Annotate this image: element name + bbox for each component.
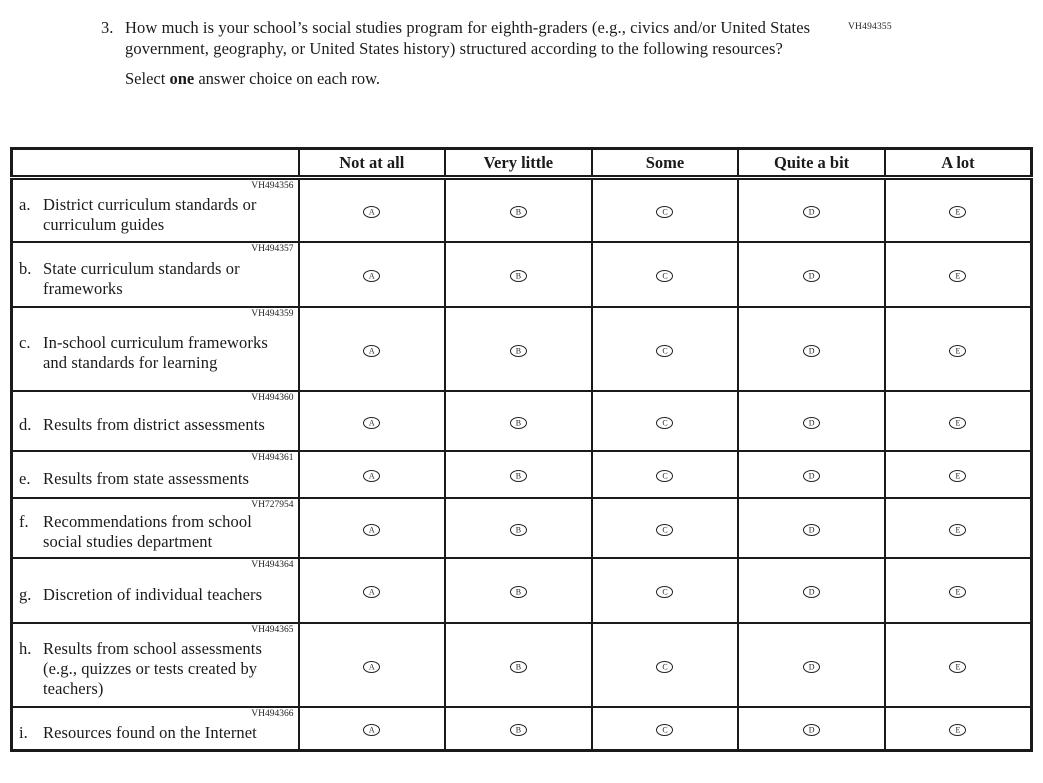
row-label: Results from school assessments (e.g., quizzes or tests created by teachers) (43, 639, 262, 698)
answer-bubble-d[interactable]: D (803, 724, 820, 736)
answer-cell (592, 707, 739, 751)
answer-cell (885, 558, 1032, 623)
column-header-very-little: Very little (445, 149, 592, 178)
answer-cell (738, 558, 885, 623)
answer-bubble-b[interactable]: B (510, 470, 527, 482)
row-variable-code: VH494366 (251, 708, 294, 719)
questionnaire-page (0, 17, 1043, 783)
row-variable-code: VH494359 (251, 308, 294, 319)
answer-cell (299, 242, 446, 307)
answer-cell (885, 451, 1032, 498)
answer-bubble-d[interactable]: D (803, 470, 820, 482)
table-row (12, 623, 1032, 707)
question-number: 3. (101, 18, 114, 37)
answer-bubble-b[interactable]: B (510, 586, 527, 598)
answer-cell (445, 391, 592, 451)
header-stub-cell (12, 149, 299, 178)
answer-cell (299, 707, 446, 751)
answer-bubble-a[interactable]: A (363, 417, 380, 429)
header-row (12, 149, 1032, 178)
row-label: Recommendations from school social studies department (43, 512, 252, 551)
row-label-cell (12, 242, 299, 307)
answer-bubble-e[interactable]: E (949, 524, 966, 536)
row-letter: a. (19, 194, 31, 214)
answer-bubble-b[interactable]: B (510, 345, 527, 357)
row-variable-code: VH494361 (251, 452, 294, 463)
answer-bubble-a[interactable]: A (363, 206, 380, 218)
table-row (12, 707, 1032, 751)
row-letter: d. (19, 415, 32, 434)
answer-cell (445, 623, 592, 707)
answer-bubble-d[interactable]: D (803, 270, 820, 282)
answer-bubble-e[interactable]: E (949, 206, 966, 218)
answer-cell (592, 391, 739, 451)
answer-cell (885, 623, 1032, 707)
instruction-prefix: Select (125, 69, 170, 88)
answer-bubble-c[interactable]: C (656, 586, 673, 598)
answer-bubble-d[interactable]: D (803, 524, 820, 536)
answer-cell (299, 307, 446, 391)
row-label: State curriculum standards or frameworks (43, 258, 240, 298)
row-variable-code: VH494357 (251, 243, 294, 254)
table-row (12, 498, 1032, 558)
row-label-cell (12, 178, 299, 242)
answer-bubble-c[interactable]: C (656, 724, 673, 736)
table-row (12, 307, 1032, 391)
answer-cell (445, 498, 592, 558)
answer-bubble-a[interactable]: A (363, 470, 380, 482)
answer-cell (299, 498, 446, 558)
answer-cell (885, 707, 1032, 751)
answer-cell (738, 707, 885, 751)
answer-bubble-b[interactable]: B (510, 417, 527, 429)
answer-cell (738, 391, 885, 451)
instruction-suffix: answer choice on each row. (194, 69, 381, 88)
table-row (12, 178, 1032, 242)
row-variable-code: VH494365 (251, 624, 294, 635)
answer-cell (885, 178, 1032, 242)
answer-bubble-d[interactable]: D (803, 661, 820, 673)
row-variable-code: VH494356 (251, 181, 294, 191)
row-label-cell (12, 307, 299, 391)
answer-bubble-d[interactable]: D (803, 417, 820, 429)
answer-bubble-e[interactable]: E (949, 724, 966, 736)
row-letter: b. (19, 258, 32, 278)
answer-bubble-d[interactable]: D (803, 206, 820, 218)
answer-cell (738, 178, 885, 242)
row-label: Results from state assessments (43, 468, 250, 488)
row-label-cell (12, 391, 299, 451)
answer-bubble-e[interactable]: E (949, 270, 966, 282)
column-header-some: Some (592, 149, 739, 178)
answer-bubble-a[interactable]: A (363, 586, 380, 598)
answer-bubble-a[interactable]: A (363, 524, 380, 536)
question-block (101, 17, 1043, 89)
answer-cell (445, 451, 592, 498)
answer-bubble-b[interactable]: B (510, 206, 527, 218)
answer-cell (445, 307, 592, 391)
answer-cell (592, 498, 739, 558)
answer-cell (445, 178, 592, 242)
table-row (12, 242, 1032, 307)
answer-cell (592, 623, 739, 707)
answer-bubble-e[interactable]: E (949, 417, 966, 429)
answer-grid (10, 147, 1033, 752)
column-header-a-lot: A lot (885, 149, 1032, 178)
answer-cell (299, 391, 446, 451)
row-variable-code: VH727954 (251, 499, 294, 510)
answer-cell (592, 178, 739, 242)
row-label: Discretion of individual teachers (43, 584, 263, 604)
answer-cell (738, 451, 885, 498)
answer-cell (738, 498, 885, 558)
answer-bubble-c[interactable]: C (656, 661, 673, 673)
answer-cell (885, 242, 1032, 307)
row-letter: g. (19, 584, 32, 604)
answer-cell (299, 558, 446, 623)
row-label: In-school curriculum frameworks and standards for learning (43, 333, 268, 372)
answer-bubble-b[interactable]: B (510, 524, 527, 536)
answer-cell (445, 242, 592, 307)
answer-cell (592, 451, 739, 498)
column-header-quite-a-bit: Quite a bit (738, 149, 885, 178)
row-letter: h. (19, 639, 32, 658)
answer-cell (592, 307, 739, 391)
answer-cell (592, 558, 739, 623)
row-variable-code: VH494364 (251, 559, 294, 570)
answer-bubble-c[interactable]: C (656, 470, 673, 482)
row-letter: f. (19, 512, 29, 531)
row-letter: i. (19, 722, 28, 742)
answer-bubble-d[interactable]: D (803, 345, 820, 357)
row-label: Results from district assessments (43, 415, 265, 434)
answer-bubble-c[interactable]: C (656, 417, 673, 429)
answer-cell (299, 451, 446, 498)
answer-bubble-e[interactable]: E (949, 345, 966, 357)
answer-cell (299, 178, 446, 242)
table-row (12, 451, 1032, 498)
row-label: Resources found on the Internet (43, 722, 257, 742)
instruction-emphasis: one (169, 69, 195, 88)
answer-bubble-b[interactable]: B (510, 724, 527, 736)
answer-bubble-b[interactable]: B (510, 270, 527, 282)
answer-bubble-d[interactable]: D (803, 586, 820, 598)
row-label: District curriculum standards or curriculum guides (43, 194, 257, 234)
answer-bubble-a[interactable]: A (363, 724, 380, 736)
answer-cell (738, 307, 885, 391)
answer-bubble-a[interactable]: A (363, 661, 380, 673)
answer-cell (445, 558, 592, 623)
row-label-cell (12, 498, 299, 558)
answer-bubble-e[interactable]: E (949, 661, 966, 673)
form-variable-code: VH494355 (848, 22, 892, 32)
row-letter: e. (19, 468, 31, 488)
row-label-cell (12, 451, 299, 498)
answer-cell (445, 707, 592, 751)
row-label-cell (12, 707, 299, 751)
answer-bubble-e[interactable]: E (949, 586, 966, 598)
answer-cell (299, 623, 446, 707)
answer-bubble-a[interactable]: A (363, 345, 380, 357)
answer-cell (592, 242, 739, 307)
table-row (12, 558, 1032, 623)
table-row (12, 391, 1032, 451)
answer-cell (738, 242, 885, 307)
row-label-cell (12, 558, 299, 623)
answer-bubble-b[interactable]: B (510, 661, 527, 673)
answer-bubble-c[interactable]: C (656, 524, 673, 536)
answer-bubble-e[interactable]: E (949, 470, 966, 482)
row-letter: c. (19, 333, 31, 352)
answer-bubble-c[interactable]: C (656, 270, 673, 282)
answer-bubble-c[interactable]: C (656, 345, 673, 357)
column-header-not-at-all: Not at all (299, 149, 446, 178)
answer-cell (885, 307, 1032, 391)
answer-cell (885, 498, 1032, 558)
question-text: How much is your school’s social studies program for eighth-graders (e.g., civics and/or United States government, geography, or United States history) structured according to the following resources? (125, 18, 811, 58)
question-instruction (125, 68, 815, 89)
row-label-cell (12, 623, 299, 707)
answer-bubble-a[interactable]: A (363, 270, 380, 282)
answer-bubble-c[interactable]: C (656, 206, 673, 218)
answer-cell (738, 623, 885, 707)
answer-cell (885, 391, 1032, 451)
row-variable-code: VH494360 (251, 392, 294, 403)
